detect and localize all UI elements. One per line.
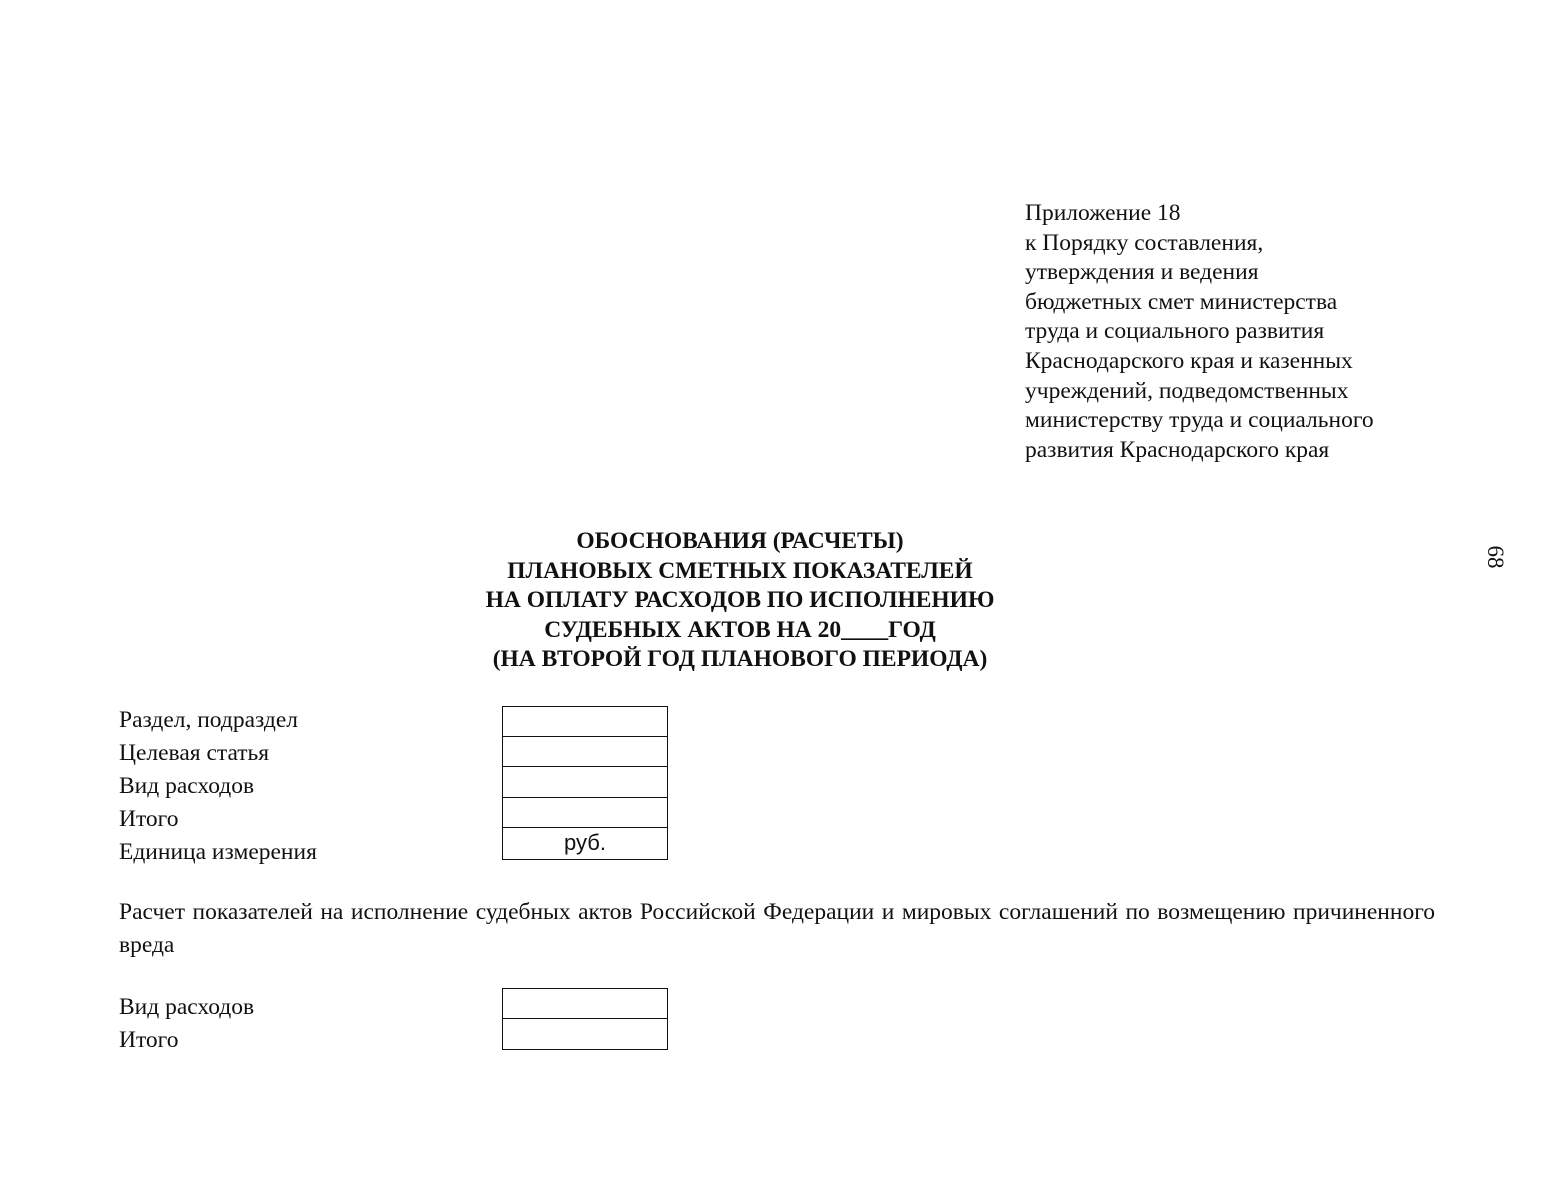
title-line: (НА ВТОРОЙ ГОД ПЛАНОВОГО ПЕРИОДА) bbox=[492, 646, 988, 673]
field-label-section: Раздел, подраздел bbox=[119, 707, 298, 733]
unit-field[interactable]: руб. bbox=[564, 829, 606, 855]
calculation-description: Расчет показателей на исполнение судебных актов Российской Федерации и мировых соглашений по возмещению причиненного вреда bbox=[119, 899, 1435, 958]
appendix-block bbox=[1025, 199, 1495, 465]
appendix-line: Краснодарского края и казенных bbox=[1025, 347, 1353, 374]
appendix-line: учреждений, подведомственных bbox=[1025, 377, 1349, 404]
calc-expense-type-field[interactable] bbox=[503, 989, 667, 1019]
title-line: ОБОСНОВАНИЯ (РАСЧЕТЫ) bbox=[576, 528, 904, 554]
calc-total-field[interactable] bbox=[503, 1019, 667, 1049]
calc-field-labels bbox=[119, 991, 254, 1057]
title-line: ПЛАНОВЫХ СМЕТНЫХ ПОКАЗАТЕЛЕЙ bbox=[507, 557, 973, 584]
title-line: НА ОПЛАТУ РАСХОДОВ ПО ИСПОЛНЕНИЮ bbox=[485, 587, 995, 614]
calc-label-expense-type: Вид расходов bbox=[119, 994, 255, 1020]
appendix-line: труда и социального развития bbox=[1025, 318, 1325, 345]
appendix-line: Приложение 18 bbox=[1025, 200, 1181, 226]
field-label-unit: Единица измерения bbox=[119, 839, 317, 865]
title-line: СУДЕБНЫХ АКТОВ НА 20____ГОД bbox=[544, 616, 936, 643]
appendix-line: министерству труда и социального bbox=[1025, 407, 1374, 434]
total-field[interactable] bbox=[503, 798, 667, 828]
section-field[interactable] bbox=[503, 707, 667, 737]
document-title bbox=[330, 527, 1150, 675]
calc-label-total: Итого bbox=[119, 1027, 179, 1053]
expense-type-field[interactable] bbox=[503, 767, 667, 797]
appendix-line: к Порядку составления, bbox=[1025, 229, 1264, 256]
header-field-labels bbox=[119, 704, 317, 869]
appendix-line: утверждения и ведения bbox=[1025, 259, 1259, 286]
field-label-target-article: Целевая статья bbox=[119, 740, 270, 766]
appendix-line: развития Краснодарского края bbox=[1025, 436, 1330, 463]
field-label-total: Итого bbox=[119, 806, 179, 832]
target-article-field[interactable] bbox=[503, 737, 667, 767]
page-number: 68 bbox=[1483, 545, 1508, 569]
appendix-line: бюджетных смет министерства bbox=[1025, 288, 1338, 315]
field-label-expense-type: Вид расходов bbox=[119, 773, 255, 799]
header-field-boxes bbox=[502, 706, 668, 860]
calc-field-boxes bbox=[502, 988, 668, 1050]
